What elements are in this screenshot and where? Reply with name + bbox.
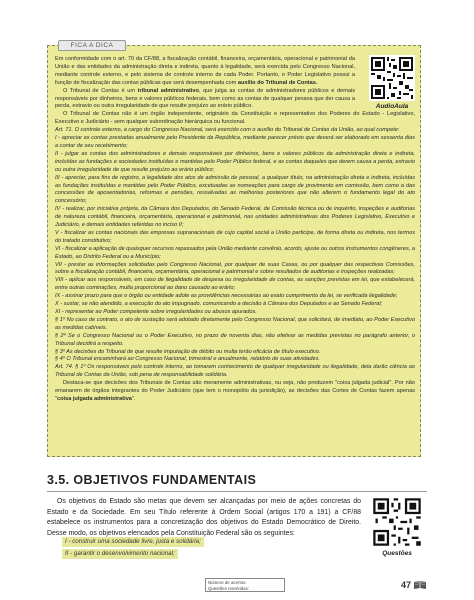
tip-paragraph-2 [55,88,355,112]
law-line: § 2º Se o Congresso Nacional ou o Poder Executivo, no prazo de noventa dias, não efetivar as medidas previstas no parágrafo anterior, o Tribunal decidirá a respeito. [55,332,415,347]
law-line: VI - fiscalizar a aplicação de quaisquer recursos repassados pela União mediante convênio, acordo, ajuste ou outros instrumentos congêneres, a Estado, ao Distrito Federal ou a Município; [55,245,415,260]
tip-paragraph-1 [55,56,355,88]
tip-closing-text-b: ". [131,395,136,402]
section-paragraph [47,497,361,539]
constitution-article-list [55,127,415,380]
book-icon [413,580,427,590]
tip-body-text [55,111,415,404]
law-line: III - apreciar, para fins de registro, a legalidade dos atos de admissão de pessoal, a qualquer título, na administração direta e indireta, incluídas as fundações instituídas e mantidas pelo Poder Público, excetuadas as nomeações para cargo de provimento em comissão, bem como a das concessões de aposentadorias, reformas e pensões, ressalvadas as melhorias posteriores que não alterem o fundamento legal do ato concessório; [55,174,415,205]
law-line: Art. 74. § 1º Os responsáveis pelo controle interno, ao tomarem conhecimento de qualquer irregularidade ou ilegalidade, dela darão ciência ao Tribunal de Contas da União, sob pena de responsabilidade solidária. [55,364,415,379]
law-line: Art. 71. O controle externo, a cargo do Congresso Nacional, será exercido com o auxílio do Tribunal de Contas da União, ao qual compete: [55,127,400,134]
hits-label-text: Número de acertos: [208,580,247,585]
page-number: 47 [401,580,412,590]
law-line: § 3º As decisões do Tribunal de que resulte imputação de débito ou multa terão eficácia de título executivo. [55,348,321,355]
questions-label-text: Questões resolvidas: [208,586,249,591]
section-paragraph-text: Os objetivos do Estado são metas que devem ser alcançadas por meio de ações concretas do Estado e da Sociedade. Em seu Título referente à Ordem Social (artigos 170 a 191) a CF/88 estabelece os instrumentos para a concretização dos objetivos do Estado Democrático de Direito. Desse modo, os objetivos elencados pela Constituição Federal são os seguintes: [47,498,361,537]
law-line: X - sustar, se não atendido, a execução do ato impugnado, comunicando a decisão à Câmara dos Deputados e ao Senado Federal; [55,301,383,308]
section-divider [47,491,427,492]
score-box [205,578,285,592]
tip-intro-text [55,56,355,111]
tip-paragraph-2-text-b: , que julga as contas de administradores públicos e demais responsáveis por dinheiros, bens e valores públicos federais, bem como as contas de qualquer pessoa que der causa a perda, extravio ou outra irregularidade de que resulte prejuízo ao erário público. [55,87,356,110]
questions-label [208,586,282,592]
tip-paragraph-1-bold: auxílio do Tribunal de Contas. [237,79,318,86]
law-line: IX - assinar prazo para que o órgão ou entidade adote as providências necessárias ao exato cumprimento da lei, se verificada ilegalidade; [55,293,398,300]
law-line: § 1º No caso de contrato, o ato de sustação será adotado diretamente pelo Congresso Nacional, que solicitará, de imediato, ao Poder Executivo as medidas cabíveis. [55,316,415,331]
tip-paragraph-3: O Tribunal de Contas não é um órgão independente, originário da Constituição e representativo dos Poderes do Estado - Legislativo, Executivo e Judiciário - sem qualquer subordinação hierárquica ou funcional. [55,111,415,126]
tip-paragraph-2-text-a: O Tribunal de Contas é um [63,87,138,94]
law-line: § 4º O Tribunal encaminhará ao Congresso Nacional, trimestral e anualmente, relatório de suas atividades. [55,356,320,363]
audio-lesson-caption: AudioAula [375,103,409,110]
law-line: VII - prestar as informações solicitadas pelo Congresso Nacional, por qualquer de suas Casas, ou por qualquer das respectivas Comissões, sobre a fiscalização contábil, financeira, orçamentária, operacional e patrimonial e sobre resultados de auditorias e inspeções realizadas; [55,261,415,276]
tip-paragraph-1-text: Em conformidade com o art. 70 da CF/88, a fiscalização contábil, financeira, orçamentária, operacional e patrimonial da União e das entidades da administração direta e indireta, quanto à legalidade, será exercida pelo Congresso Nacional, mediante controle externo, e pelo sistema de controle interno de cada Poder. Portanto, o Poder Legislativo possui a função de fiscalização das contas públicas que será desempenhada com [55,56,355,86]
tip-tab: FICA A DICA [58,40,126,51]
objective-item: I - construir uma sociedade livre, justa e solidária; [62,537,204,547]
law-line: XI - representar ao Poder competente sobre irregularidades ou abusos apurados. [55,309,257,315]
law-line: II - julgar as contas dos administradores e demais responsáveis por dinheiros, bens e valores públicos da administração direta e indireta, incluídas as fundações e sociedades instituídas e mantidas pelo Poder Público federal, e as contas daqueles que derem causa a perda, extravio ou outra irregularidade de que resulte prejuízo ao erário público; [55,150,415,173]
objectives-list [62,537,242,561]
law-line: V - fiscalizar as contas nacionais das empresas supranacionais de cujo capital social a União participe, de forma direta ou indireta, nos termos do tratado constitutivo; [55,229,415,244]
tip-closing-paragraph [55,380,415,404]
law-line: VIII - aplicar aos responsáveis, em caso de ilegalidade de despesa ou irregularidade de contas, as sanções previstas em lei, que estabelecerá, entre outras cominações, multa proporcional ao dano causado ao erário; [55,277,415,292]
questions-caption: Questões [382,550,412,557]
tip-content [55,56,415,404]
tip-paragraph-2-bold: tribunal administrativo [137,87,199,94]
objective-item: II - garantir o desenvolvimento nacional; [62,549,178,559]
law-line: I - apreciar as contas prestadas anualmente pelo Presidente da República, mediante parecer prévio que deverá ser elaborado em sessenta dias a contar de seu recebimento; [55,135,415,149]
questions-qr-code[interactable] [371,496,423,548]
law-line: IV - realizar, por iniciativa própria, da Câmara dos Deputados, do Senado Federal, de Comissão técnica ou de inquérito, inspeções e auditorias de natureza contábil, financeira, orçamentária, operacional e patrimonial, nas unidades administrativas dos Poderes Legislativo, Executivo e Judiciário, e demais entidades referidas no inciso II; [55,206,415,229]
tip-closing-bold: coisa julgada administrativa [57,395,132,402]
section-title: 3.5. OBJETIVOS FUNDAMENTAIS [47,473,257,487]
tip-closing-text-a: Destaca-se que decisões dos Tribunais de Contas são meramente administrativas, ou seja, não produzem "coisa julgada judicial". Por não emanarem de órgãos integrantes do Poder Judiciário (que tem o monopólio da jurisdição), as decisões das Cortes de Contas fazem apenas " [55,380,415,402]
qr-code-icon [371,496,423,548]
